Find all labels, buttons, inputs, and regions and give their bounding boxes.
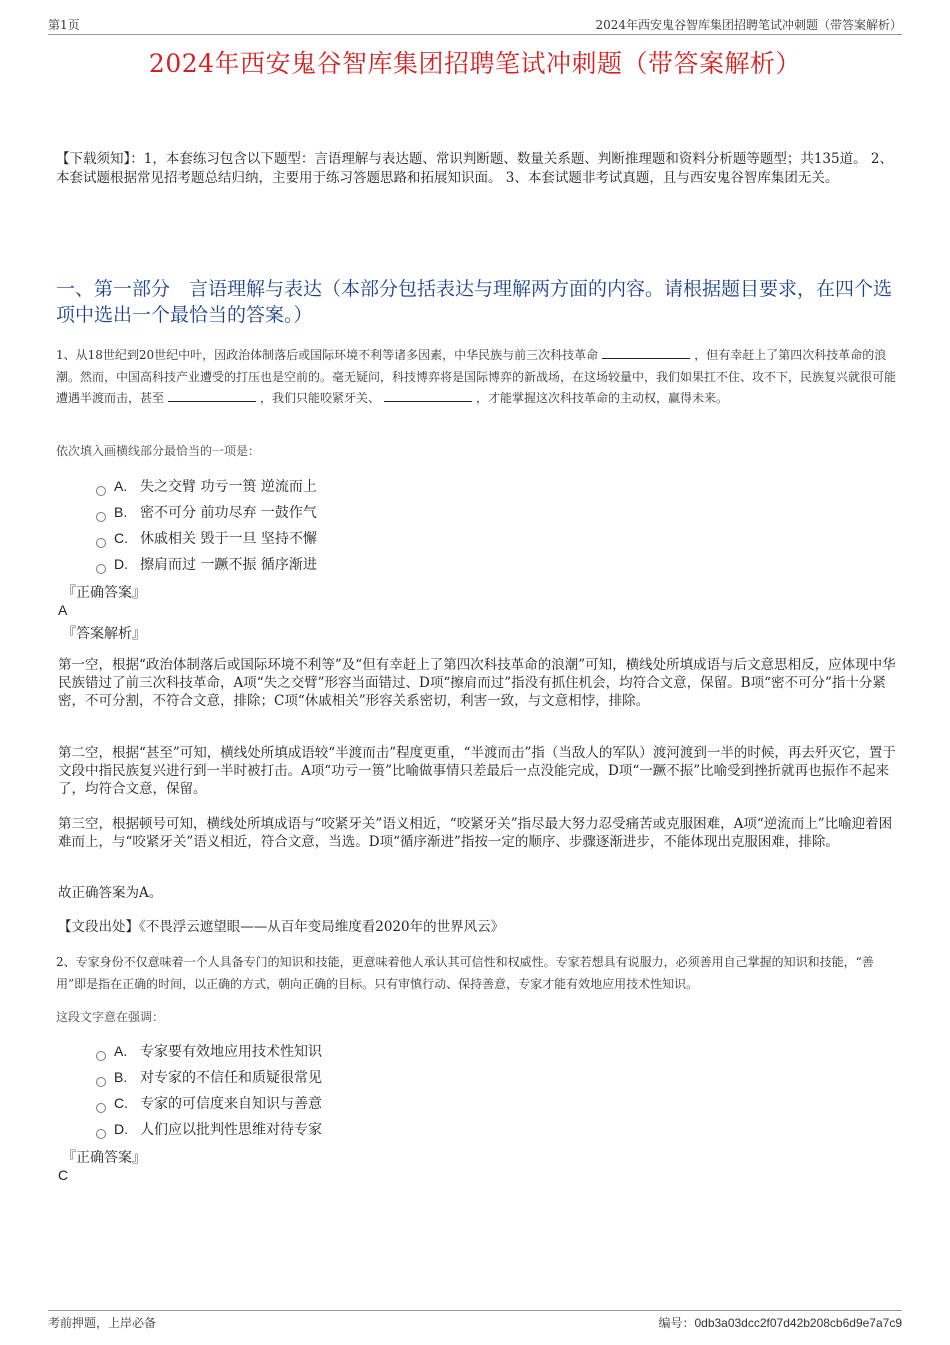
header-doc-title: 2024年西安鬼谷智库集团招聘笔试冲刺题（带答案解析） [595,18,902,32]
blank-3 [384,389,472,402]
radio-icon[interactable] [96,486,106,496]
q1-analysis-1: 第一空，根据“政治体制落后或国际环境不利等”及“但有幸赶上了第四次科技革命的浪潮”可知，横线处所填成语与后文意思相反，应体现中华民族错过了前三次科技革命，A项“失之交臂”形容当面错过、D项“擦肩而过”指没有抓住机会，均符合文意，保留。B项“密不可分”指十分紧密，不可分割，不符合文意，排除；C项“休戚相关”形容关系密切，利害一致，与文意相悖，排除。 [58,657,896,709]
radio-icon[interactable] [96,512,106,522]
q1-answer: A [58,602,68,618]
download-notice: 【下载须知】：1，本套练习包含以下题型：言语理解与表达题、常识判断题、数量关系题、判断推理题和资料分析题等题型；共135道。 2、本套试题根据常见招考题总结归纳，主要用于练习答题思路和拓展知识面。 3、本套试题非考试真题，且与西安鬼谷智库集团无关。 [56,151,893,186]
q2-option-a[interactable]: A. 专家要有效地应用技术性知识 [96,1041,322,1061]
blank-2 [168,389,256,402]
q2-option-b[interactable]: B. 对专家的不信任和质疑很常见 [96,1067,322,1087]
q1-text-3: ，我们只能咬紧牙关、 [260,391,381,405]
q2-answer-label: 『正确答案』 [62,1150,146,1166]
section-heading: 一、第一部分 言语理解与表达（本部分包括表达与理解两方面的内容。请根据题目要求，在四个选项中选出一个最恰当的答案。） [56,278,893,326]
q1-text-4: ，才能掌握这次科技革命的主动权，赢得未来。 [476,391,729,405]
page-footer [48,1310,902,1329]
q1-option-d[interactable]: D. 擦肩而过 一蹶不振 循序渐进 [96,554,317,574]
q2-answer: C [58,1167,69,1183]
radio-icon[interactable] [96,1103,106,1113]
question-2-prompt: 这段文字意在强调： [56,1010,165,1024]
question-2-stem: 2、专家身份不仅意味着一个人具备专门的知识和技能，更意味着他人承认其可信性和权威性。专家若想具有说服力，必须善用自己掌握的知识和技能，“善用”即是指在正确的时间，以正确的方式，朝向正确的目标。只有审慎行动、保持善意，专家才能有效地应用技术性知识。 [56,955,874,991]
question-1-prompt: 依次填入画横线部分最恰当的一项是： [56,444,261,458]
q1-analysis-4: 故正确答案为A。 [58,885,163,901]
footer-slogan: 考前押题，上岸必备 [48,1316,157,1330]
q1-option-a[interactable]: A. 失之交臂 功亏一篑 逆流而上 [96,476,317,496]
q1-analysis-2: 第二空，根据“甚至”可知，横线处所填成语较“半渡而击”程度更重，“半渡而击”指（当敌人的军队）渡河渡到一半的时候，再去歼灭它，置于文段中指民族复兴进行到一半时被打击。A项“功亏一篑”比喻做事情只差最后一点没能完成，D项“一蹶不振”比喻受到挫折就再也振作不起来了，均符合文意，保留。 [58,745,896,797]
q1-option-c[interactable]: C. 休戚相关 毁于一旦 坚持不懈 [96,528,317,548]
q1-text-2: ，但有幸赶上了第四次科技革命的浪潮。然而，中国高科技产业遭受的打压也是空前的。毫无疑问，科技博弈将是国际博弈的新战场，在这场较量中，我们如果扛不住、攻不下，民族复兴就很可能遭遇半渡而击，甚至 [56,348,897,405]
q1-answer-label: 『正确答案』 [62,585,146,601]
q1-analysis-label: 『答案解析』 [62,626,146,642]
q1-text-1: 1、从18世纪到20世纪中叶，因政治体制落后或国际环境不利等诸多因素，中华民族与前三次科技革命 [56,348,599,362]
blank-1 [602,346,690,359]
q1-source: 【文段出处】《不畏浮云遮望眼——从百年变局维度看2020年的世界风云》 [58,919,505,935]
q2-option-c[interactable]: C. 专家的可信度来自知识与善意 [96,1093,322,1113]
page-number: 第1页 [48,18,80,32]
radio-icon[interactable] [96,1077,106,1087]
radio-icon[interactable] [96,1129,106,1139]
q2-option-d[interactable]: D. 人们应以批判性思维对待专家 [96,1119,322,1139]
q1-option-b[interactable]: B. 密不可分 前功尽弃 一鼓作气 [96,502,317,522]
radio-icon[interactable] [96,538,106,548]
radio-icon[interactable] [96,1051,106,1061]
radio-icon[interactable] [96,564,106,574]
q1-analysis-3: 第三空，根据顿号可知，横线处所填成语与“咬紧牙关”语义相近，“咬紧牙关”指尽最大努力忍受痛苦或克服困难，A项“逆流而上”比喻迎着困难而上，与“咬紧牙关”语义相近，符合文意，当选。D项“循序渐进”指按一定的顺序、步骤逐渐进步，不能体现出克服困难，排除。 [58,816,893,850]
question-1-stem [56,345,898,410]
page-header [48,16,902,35]
footer-code: 编号：0db3a03dcc2f07d42b208cb6d9e7a7c9 [658,1316,902,1330]
document-title: 2024年西安鬼谷智库集团招聘笔试冲刺题（带答案解析） [148,49,802,78]
